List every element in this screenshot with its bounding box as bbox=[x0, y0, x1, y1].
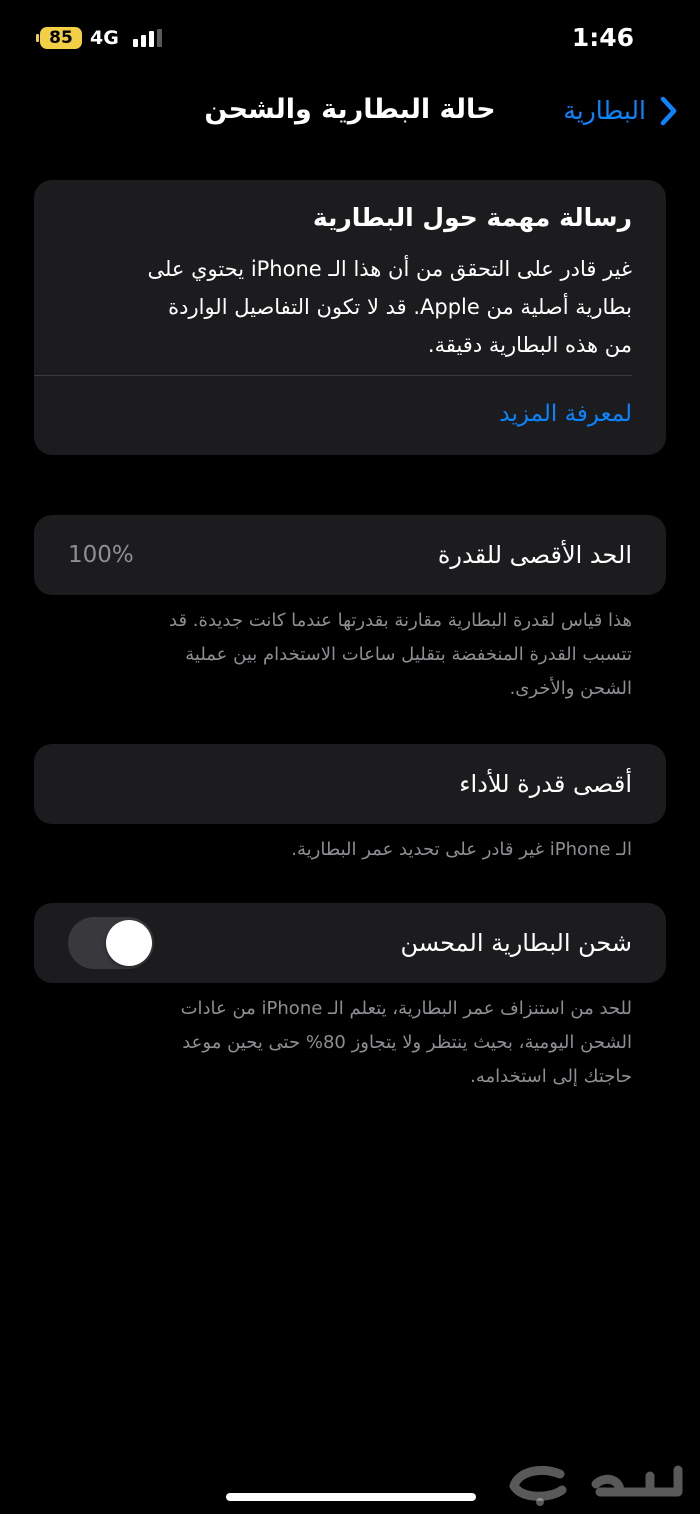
learn-more-link[interactable]: لمعرفة المزيد bbox=[499, 401, 632, 427]
battery-message-line: غير قادر على التحقق من أن هذا الـ iPhone يحتوي على bbox=[147, 257, 632, 281]
divider bbox=[34, 375, 632, 376]
optimized-charging-row bbox=[34, 903, 666, 983]
battery-message-line: من هذه البطارية دقيقة. bbox=[427, 333, 632, 357]
footnote-line: للحد من استنزاف عمر البطارية، يتعلم الـ iPhone من عادات bbox=[180, 998, 632, 1019]
signal-strength-icon bbox=[133, 29, 163, 47]
status-bar bbox=[0, 0, 700, 80]
battery-message-body bbox=[72, 250, 632, 364]
back-button[interactable] bbox=[563, 90, 680, 132]
maximum-capacity-footnote bbox=[60, 604, 632, 706]
status-time: 1:46 bbox=[571, 23, 634, 52]
battery-message-card bbox=[34, 180, 666, 455]
page-title: حالة البطارية والشحن bbox=[204, 94, 496, 125]
peak-performance-footnote: الـ iPhone غير قادر على تحديد عمر البطارية. bbox=[291, 839, 632, 860]
network-type: 4G bbox=[90, 27, 119, 49]
footnote-line: هذا قياس لقدرة البطارية مقارنة بقدرتها عندما كانت جديدة. قد bbox=[169, 610, 632, 631]
peak-performance-label: أقصى قدرة للأداء bbox=[459, 770, 632, 798]
battery-message-line: بطارية أصلية من Apple. قد لا تكون التفاصيل الواردة bbox=[168, 295, 632, 319]
optimized-charging-label: شحن البطارية المحسن bbox=[400, 929, 632, 957]
home-indicator[interactable] bbox=[226, 1493, 476, 1501]
battery-message-title: رسالة مهمة حول البطارية bbox=[312, 203, 632, 232]
footnote-line: الشحن اليومية، بحيث ينتظر ولا يتجاوز 80% حتى يحين موعد bbox=[182, 1032, 632, 1053]
maximum-capacity-label: الحد الأقصى للقدرة bbox=[437, 541, 632, 569]
maximum-capacity-row bbox=[34, 515, 666, 595]
optimized-charging-footnote bbox=[60, 992, 632, 1094]
back-label: البطارية bbox=[563, 96, 646, 125]
toggle-knob bbox=[106, 920, 152, 966]
battery-indicator: 85 bbox=[40, 27, 82, 49]
footnote-line: حاجتك إلى استخدامه. bbox=[470, 1066, 632, 1087]
maximum-capacity-value: 100% bbox=[68, 542, 134, 568]
footnote-line: الشحن والأخرى. bbox=[509, 678, 632, 699]
optimized-charging-toggle[interactable] bbox=[68, 917, 154, 969]
footnote-line: تتسبب القدرة المنخفضة بتقليل ساعات الاستخدام بين عملية bbox=[185, 644, 632, 665]
peak-performance-row bbox=[34, 744, 666, 824]
chevron-right-icon bbox=[656, 94, 680, 128]
haraj-watermark-logo bbox=[500, 1452, 690, 1508]
